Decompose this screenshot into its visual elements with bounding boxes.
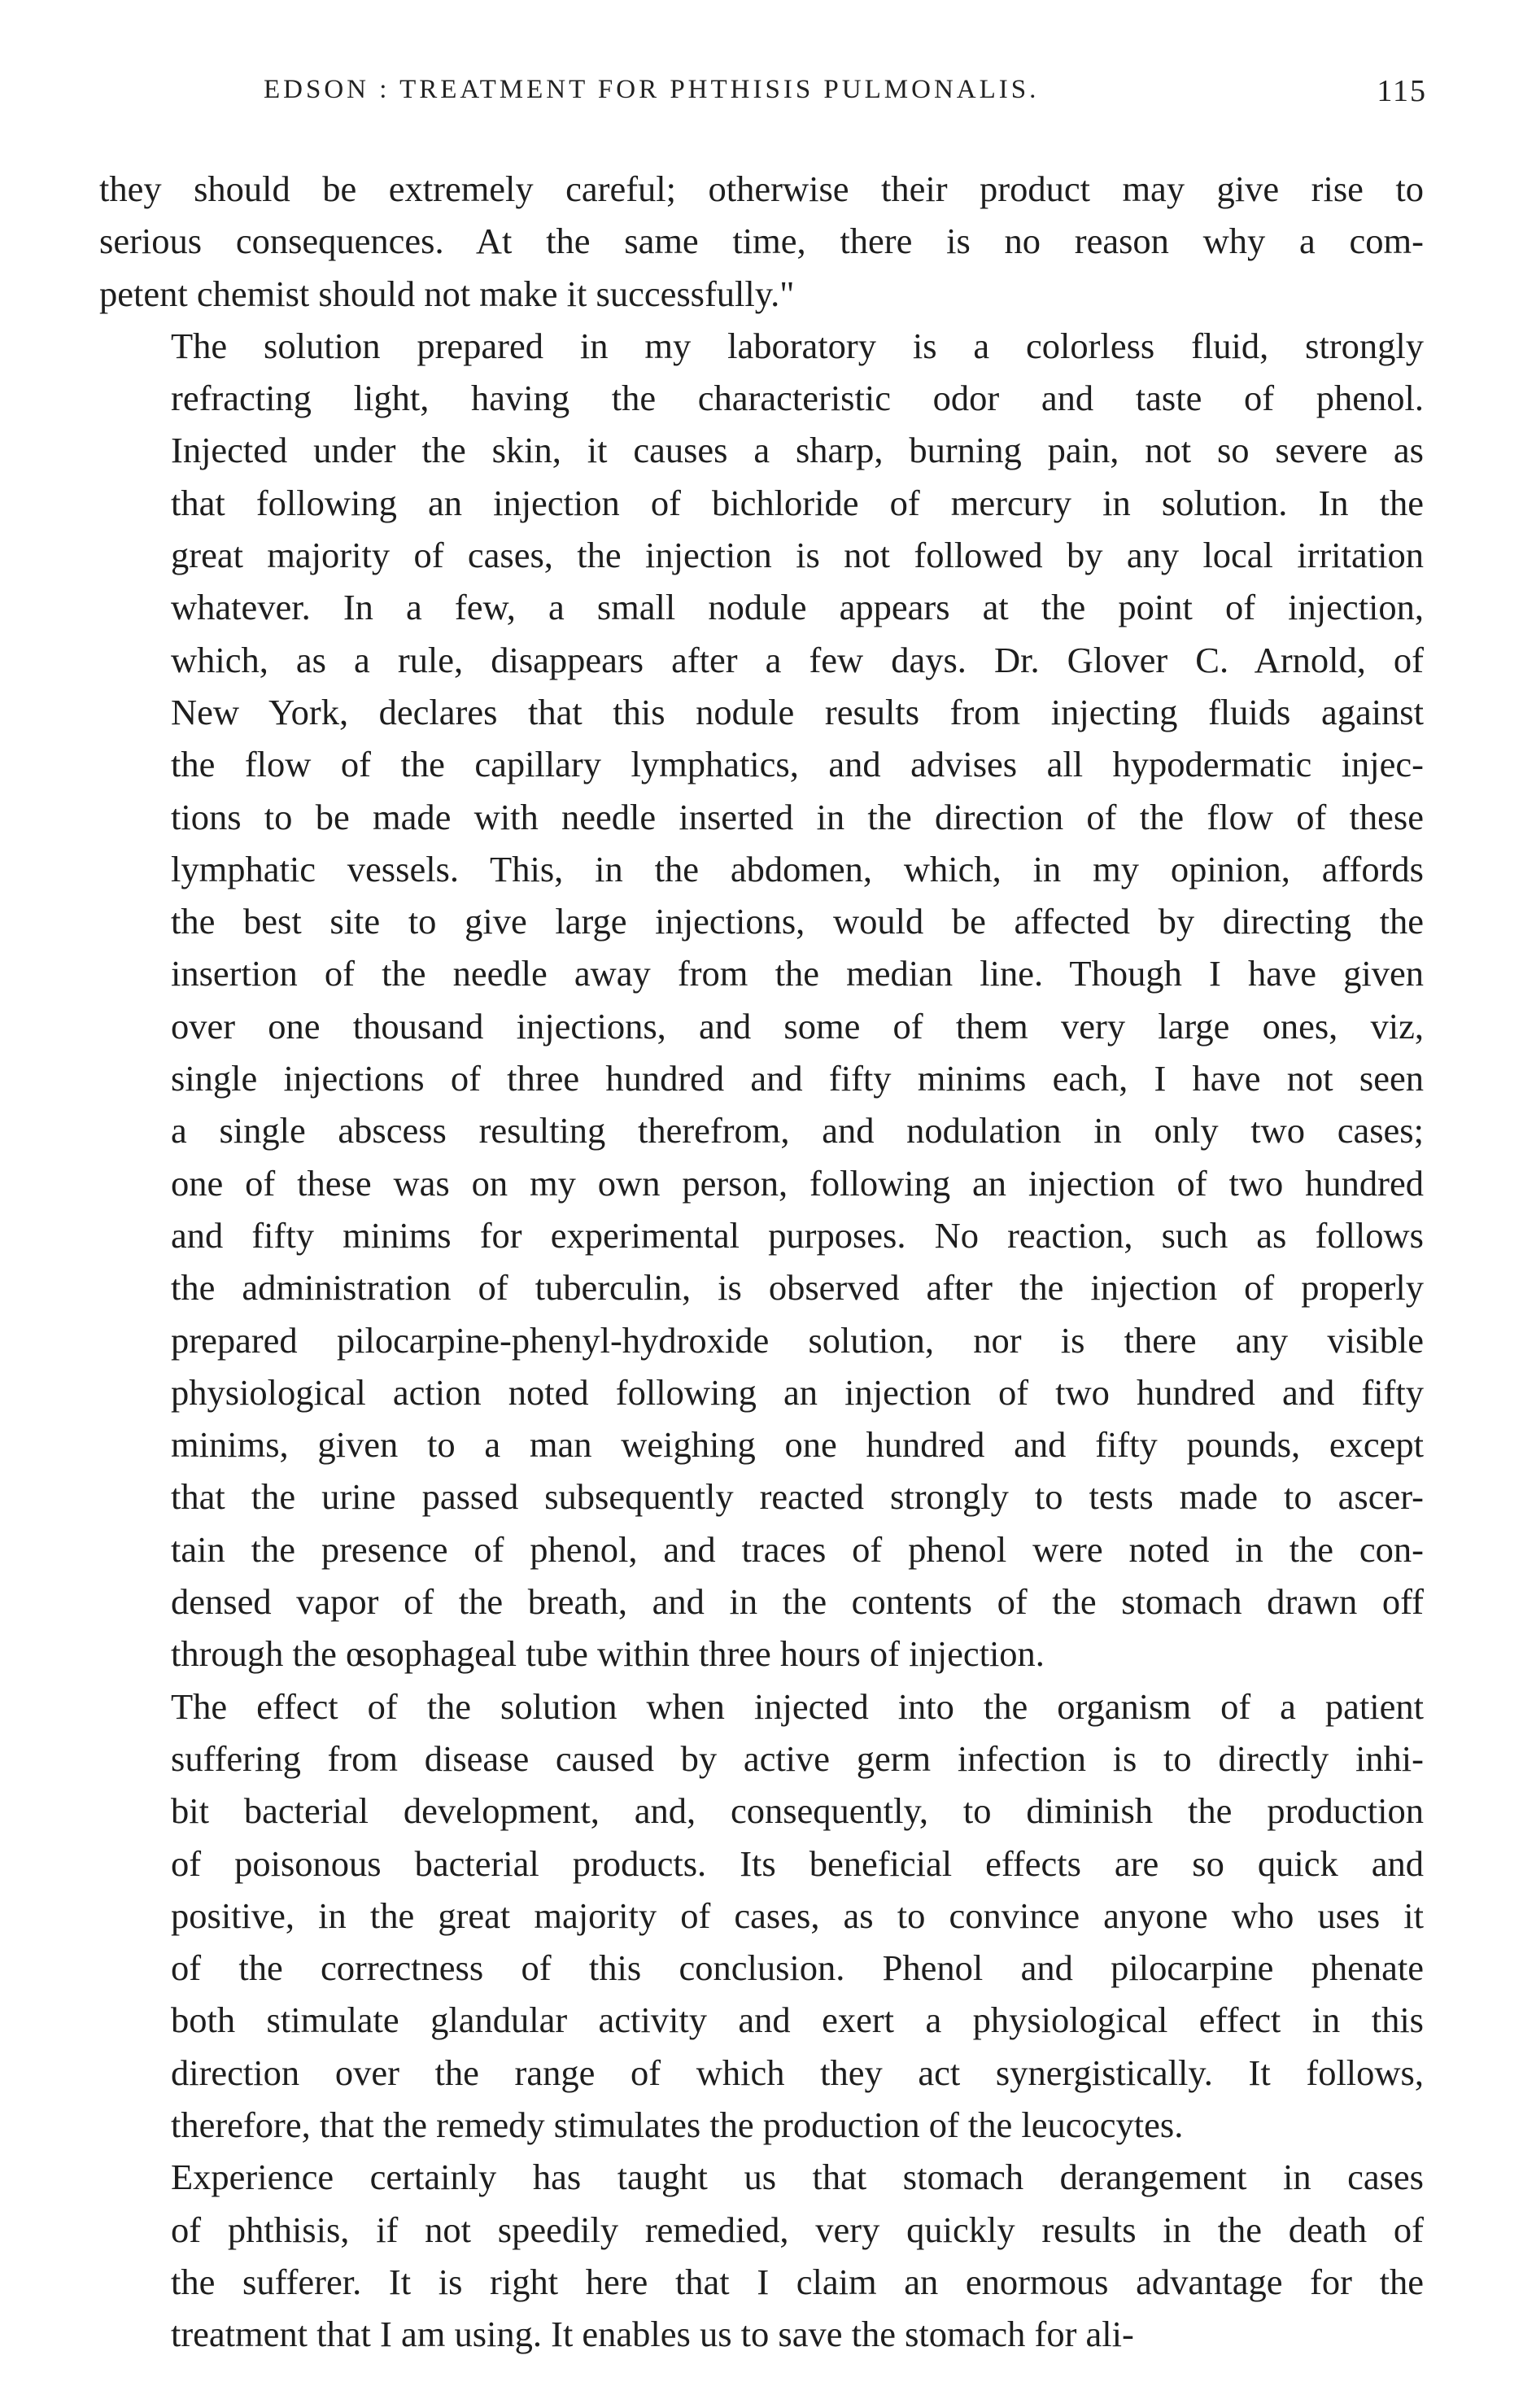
text-line: of poisonous bacterial products. Its beneficial effects are so quick and (171, 1842, 1424, 1884)
paragraph-3 (99, 1680, 1424, 2152)
text-line: both stimulate glandular activity and exert a physiological effect in this (171, 1999, 1424, 2041)
paragraph-4 (99, 2151, 1424, 2360)
text-line: the sufferer. It is right here that I claim an enormous advantage for the (171, 2261, 1424, 2302)
body-text (99, 163, 1424, 2360)
text-line: whatever. In a few, a small nodule appears at the point of injection, (171, 587, 1424, 628)
text-line: minims, given to a man weighing one hundred and fifty pounds, except (171, 1424, 1424, 1466)
text-line: prepared pilocarpine-phenyl-hydroxide solution, nor is there any visible (171, 1319, 1424, 1361)
text-line: that following an injection of bichloride of mercury in solution. In the (171, 482, 1424, 523)
text-line: they should be extremely careful; otherwise their product may give rise to (99, 168, 1424, 209)
text-line: Injected under the skin, it causes a sharp, burning pain, not so severe as (171, 430, 1424, 471)
text-line: that the urine passed subsequently reacted strongly to tests made to ascer- (171, 1476, 1424, 1518)
text-line: serious consequences. At the same time, there is no reason why a com- (99, 221, 1424, 262)
running-header (264, 75, 1427, 124)
text-line: lymphatic vessels. This, in the abdomen, which, in my opinion, affords (171, 848, 1424, 889)
page-number: 115 (1377, 74, 1427, 108)
text-line: one of these was on my own person, following an injection of two hundred (171, 1162, 1424, 1204)
text-line: petent chemist should not make it successfully." (99, 273, 795, 314)
text-line: direction over the range of which they act synergistically. It follows, (171, 2052, 1424, 2093)
text-line: The effect of the solution when injected into the organism of a patient (171, 1685, 1424, 1727)
text-line: Experience certainly has taught us that stomach derangement in cases (171, 2157, 1424, 2198)
running-title: EDSON : TREATMENT FOR PHTHISIS PULMONALIS. (264, 75, 1040, 104)
text-line: great majority of cases, the injection is not followed by any local irritation (171, 535, 1424, 576)
text-line: treatment that I am using. It enables us to save the stomach for ali- (171, 2314, 1134, 2355)
text-line: physiological action noted following an injection of two hundred and fifty (171, 1371, 1424, 1413)
text-line: the administration of tuberculin, is observed after the injection of properly (171, 1267, 1424, 1309)
text-line: tions to be made with needle inserted in the direction of the flow of these (171, 796, 1424, 837)
text-line: densed vapor of the breath, and in the contents of the stomach drawn off (171, 1581, 1424, 1623)
text-line: of the correctness of this conclusion. Phenol and pilocarpine phenate (171, 1947, 1424, 1989)
text-line: over one thousand injections, and some of them very large ones, viz, (171, 1005, 1424, 1047)
text-line: positive, in the great majority of cases, as to convince anyone who uses it (171, 1894, 1424, 1936)
text-line: and fifty minims for experimental purposes. No reaction, such as follows (171, 1214, 1424, 1256)
paragraph-2 (99, 320, 1424, 1680)
text-line: which, as a rule, disappears after a few days. Dr. Glover C. Arnold, of (171, 639, 1424, 680)
text-line: of phthisis, if not speedily remedied, very quickly results in the death of (171, 2209, 1424, 2250)
text-line: insertion of the needle away from the median line. Though I have given (171, 953, 1424, 994)
text-line: The solution prepared in my laboratory is a colorless fluid, strongly (171, 325, 1424, 366)
text-line: suffering from disease caused by active germ infection is to directly inhi- (171, 1737, 1424, 1779)
text-line: therefore, that the remedy stimulates the production of the leucocytes. (171, 2104, 1184, 2145)
text-line: tain the presence of phenol, and traces of phenol were noted in the con- (171, 1528, 1424, 1570)
text-line: refracting light, having the characteristic odor and taste of phenol. (171, 378, 1424, 419)
text-line: through the œsophageal tube within three hours of injection. (171, 1633, 1045, 1675)
text-line: a single abscess resulting therefrom, and nodulation in only two cases; (171, 1110, 1424, 1152)
text-line: New York, declares that this nodule results from injecting fluids against (171, 691, 1424, 732)
text-line: single injections of three hundred and fifty minims each, I have not seen (171, 1058, 1424, 1099)
text-line: the flow of the capillary lymphatics, and advises all hypodermatic injec- (171, 744, 1424, 785)
paragraph-1 (99, 163, 1424, 320)
text-line: bit bacterial development, and, consequently, to diminish the production (171, 1790, 1424, 1832)
text-line: the best site to give large injections, would be affected by directing the (171, 901, 1424, 942)
